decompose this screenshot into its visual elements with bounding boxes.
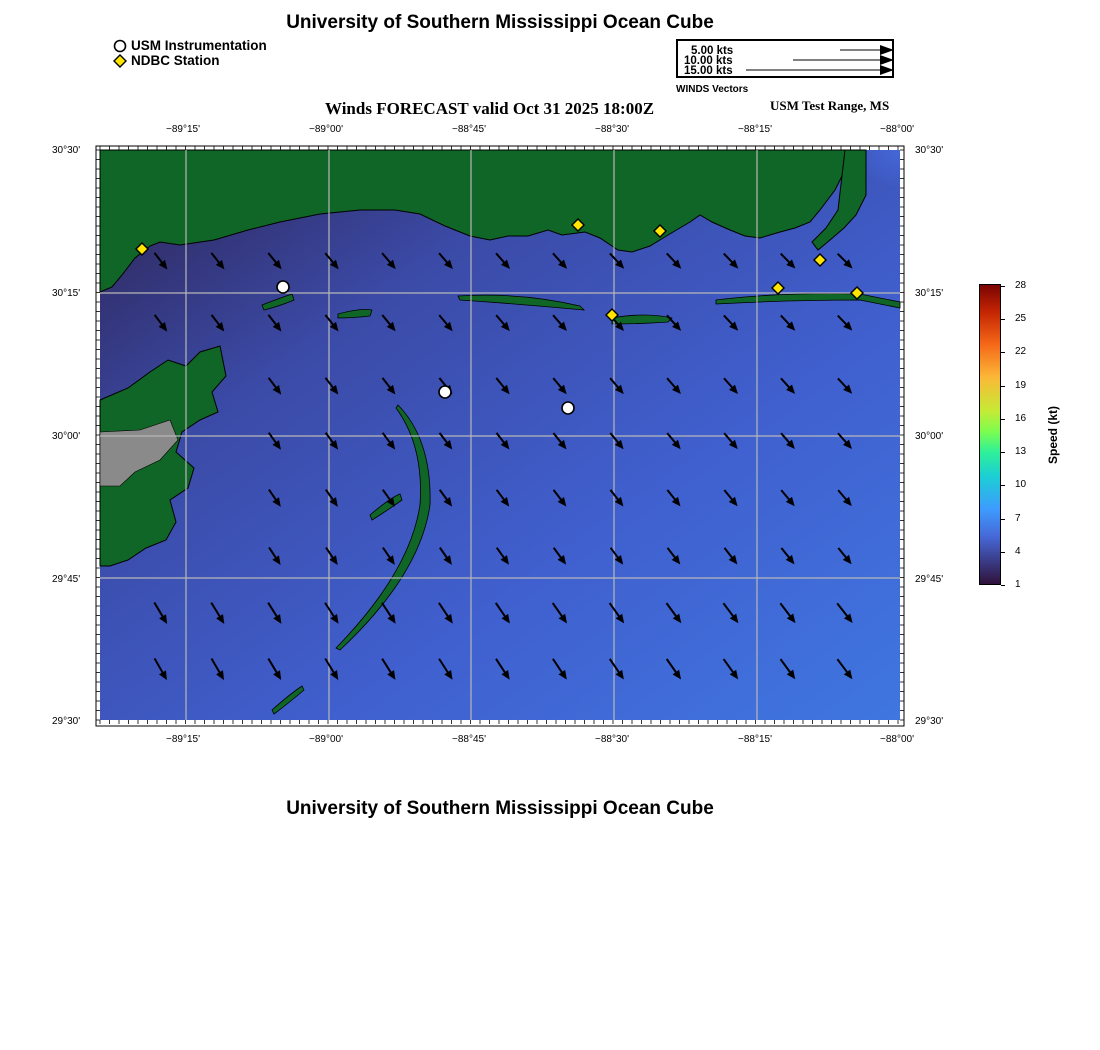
colorbar-tick-label: 4 [1015,545,1021,557]
vector-key-arrows [678,41,894,77]
vector-key-label: 5.00 kts [691,45,734,57]
wind-map[interactable] [95,145,910,727]
colorbar-tick-label: 22 [1015,346,1027,358]
usm-instrument-marker[interactable] [277,281,289,293]
lat-tick-right: 30°15' [915,288,944,299]
colorbar-tick-label: 28 [1015,280,1027,291]
colorbar-tick-mark [1001,386,1005,387]
lon-tick-top: −88°15' [738,124,772,135]
colorbar-title: Speed (kt) [1046,406,1060,465]
page-title: University of Southern Mississippi Ocean Cube [286,12,714,33]
legend-label: USM Instrumentation [131,38,267,53]
lon-tick-bottom: −89°15' [166,734,200,745]
lon-tick-top: −88°45' [452,124,486,135]
lat-tick-left: 29°45' [52,574,81,585]
usm-instrument-marker[interactable] [562,402,574,414]
lat-tick-left: 30°30' [52,145,81,156]
lon-tick-bottom: −88°30' [595,734,629,745]
lat-tick-left: 30°15' [52,288,81,299]
colorbar-tick-label: 25 [1015,313,1027,325]
vector-key-label: 10.00 kts [684,55,733,67]
colorbar-tick-mark [1001,352,1005,353]
colorbar-tick-label: 7 [1015,512,1021,524]
lon-tick-bottom: −88°15' [738,734,772,745]
forecast-subtitle: Winds FORECAST valid Oct 31 2025 18:00Z [325,99,655,118]
colorbar-tick-label: 19 [1015,379,1027,391]
colorbar-tick-mark [1001,452,1005,453]
colorbar-tick-mark [1001,585,1005,586]
lat-tick-right: 29°45' [915,574,944,585]
lon-tick-bottom: −88°00' [880,734,914,745]
footer-title: University of Southern Mississippi Ocean Cube [286,798,714,819]
colorbar-tick-label: 13 [1015,446,1027,458]
colorbar-tick-mark [1001,485,1005,486]
usm-instrument-marker[interactable] [439,386,451,398]
colorbar-tick-label: 10 [1015,479,1027,491]
lon-tick-top: −88°00' [880,124,914,135]
colorbar-tick-mark [1001,419,1005,420]
colorbar-tick-mark [1001,319,1005,320]
legend-label: NDBC Station [131,53,220,68]
lat-tick-left: 29°30' [52,716,81,727]
lat-tick-right: 30°00' [915,431,944,442]
colorbar [979,284,1001,585]
lat-tick-left: 30°00' [52,431,81,442]
circle-icon [113,39,127,53]
lon-tick-top: −89°15' [166,124,200,135]
colorbar-tick-label: 1 [1015,579,1021,590]
legend-ndbc-station [113,53,220,68]
range-label: USM Test Range, MS [770,98,890,113]
lon-tick-bottom: −88°45' [452,734,486,745]
lon-tick-top: −88°30' [595,124,629,135]
lat-tick-right: 30°30' [915,145,944,156]
colorbar-tick-label: 16 [1015,412,1027,424]
colorbar-tick-mark [1001,519,1005,520]
lon-tick-bottom: −89°00' [309,734,343,745]
lon-tick-top: −89°00' [309,124,343,135]
colorbar-tick-mark [1001,552,1005,553]
vector-key-caption: WINDS Vectors [676,84,749,95]
legend-usm-instrumentation [113,38,267,53]
diamond-icon [113,54,127,68]
lat-tick-right: 29°30' [915,716,944,727]
colorbar-tick-mark [1001,286,1005,287]
wind-vector-key [676,39,894,78]
vector-key-label: 15.00 kts [684,65,733,77]
